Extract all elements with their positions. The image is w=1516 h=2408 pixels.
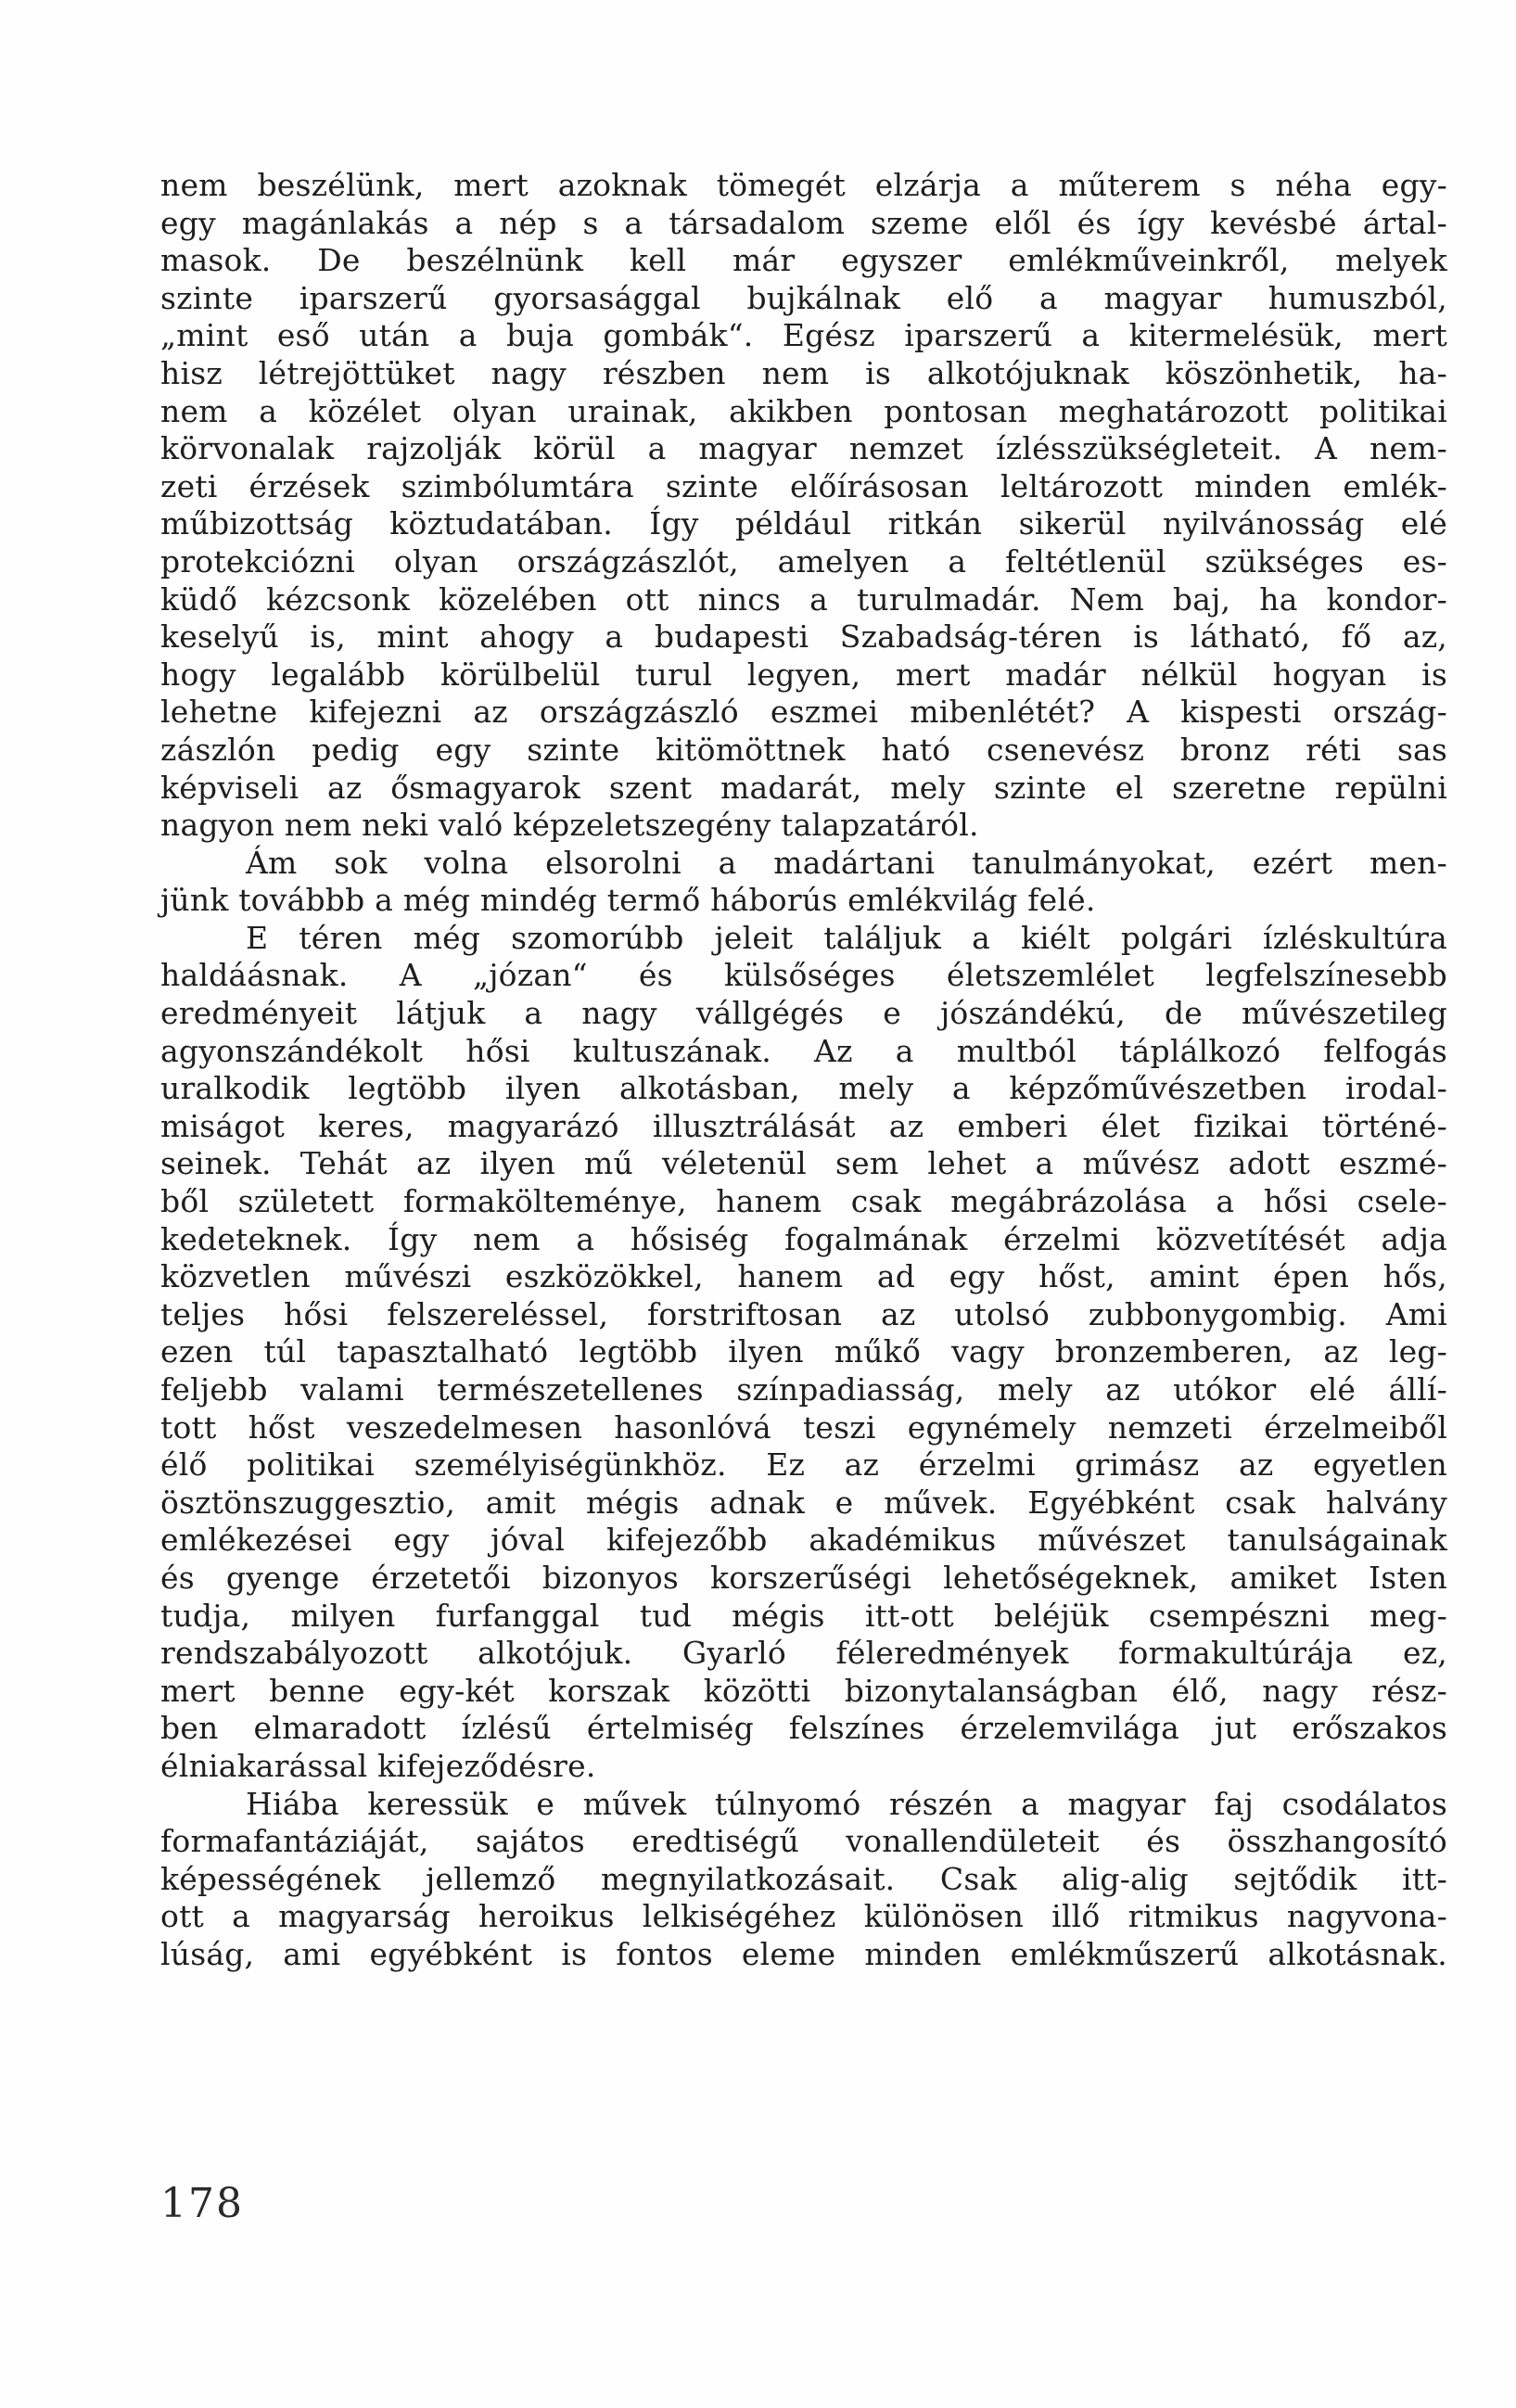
text-line: teljes hősi felszereléssel, forstriftosan az utolsó zubbonygombig. Ami: [160, 1295, 1447, 1332]
text-line: élniakarással kifejeződésre.: [160, 1747, 596, 1784]
text-line: küdő kézcsonk közelében ott nincs a turulmadár. Nem baj, ha kondor-: [160, 580, 1447, 618]
text-line: seinek. Tehát az ilyen mű véletenül sem lehet a művész adott eszmé-: [160, 1145, 1447, 1182]
text-line: nem beszélünk, mert azoknak tömegét elzárja a műterem s néha egy-: [160, 167, 1447, 203]
text-line: nagyon nem neki való képzeletszegény talapzatáról.: [160, 807, 979, 844]
text-line: ösztönszuggesztio, amit mégis adnak e művek. Egyébként csak halvány: [160, 1484, 1447, 1521]
text-line: Hiába keressük e művek túlnyomó részén a magyar faj csodálatos: [246, 1785, 1447, 1822]
text-line: agyonszándékolt hősi kultuszának. Az a multból táplálkozó felfogás: [160, 1032, 1447, 1069]
text-line: nem a közélet olyan urainak, akikben pontosan meghatározott politikai: [160, 392, 1447, 429]
text-line: képességének jellemző megnyilatkozásait. Csak alig-alig sejtődik itt-: [160, 1860, 1447, 1897]
text-line: feljebb valami természetellenes színpadiasság, mely az utókor elé állí-: [160, 1371, 1447, 1408]
text-line: egy magánlakás a nép s a társadalom szeme elől és így kevésbé ártal-: [160, 204, 1447, 241]
text-line: E téren még szomorúbb jeleit találjuk a kiélt polgári ízléskultúra: [246, 919, 1447, 956]
text-line: kedeteknek. Így nem a hősiség fogalmának érzelmi közvetítését adja: [160, 1220, 1447, 1257]
text-line: protekciózni olyan országzászlót, amelyen a feltétlenül szükséges es-: [160, 542, 1447, 580]
text-line: lúság, ami egyébként is fontos eleme minden emlékműszerű alkotásnak.: [160, 1935, 1447, 1972]
text-line: miságot keres, magyarázó illusztrálását az emberi élet fizikai történé-: [160, 1107, 1447, 1144]
text-line: műbizottság köztudatában. Így például ritkán sikerül nyilvánosság elé: [160, 505, 1447, 542]
text-line: formafantáziáját, sajátos eredtiségű vonallendületeit és összhangosító: [160, 1823, 1447, 1860]
text-line: ben elmaradott ízlésű értelmiség felszínes érzelemvilága jut erőszakos: [160, 1710, 1447, 1747]
text-line: keselyű is, mint ahogy a budapesti Szabadság-téren is látható, fő az,: [160, 618, 1447, 656]
text-line: hisz létrejöttüket nagy részben nem is alkotójuknak köszönhetik, ha-: [160, 354, 1447, 391]
text-line: élő politikai személyiségünkhöz. Ez az érzelmi grimász az egyetlen: [160, 1446, 1447, 1484]
text-line: és gyenge érzetetői bizonyos korszerűségi lehetőségeknek, amiket Isten: [160, 1559, 1447, 1596]
text-line: Ám sok volna elsorolni a madártani tanulmányokat, ezért men-: [246, 844, 1447, 881]
text-line: masok. De beszélnünk kell már egyszer emlékműveinkről, melyek: [160, 242, 1447, 279]
text-line: emlékezései egy jóval kifejezőbb akadémikus művészet tanulságainak: [160, 1522, 1447, 1559]
text-line: körvonalak rajzolják körül a magyar nemzet ízlésszükségleteit. A nem-: [160, 430, 1447, 467]
text-line: közvetlen művészi eszközökkel, hanem ad egy hőst, amint épen hős,: [160, 1258, 1447, 1295]
text-line: eredményeit látjuk a nagy vállgégés e jószándékú, de művészetileg: [160, 995, 1447, 1032]
text-line: uralkodik legtöbb ilyen alkotásban, mely a képzőművészetben irodal-: [160, 1070, 1447, 1107]
text-line: tott hőst veszedelmesen hasonlóvá teszi egynémely nemzeti érzelmeiből: [160, 1408, 1447, 1446]
text-line: ott a magyarság heroikus lelkiségéhez különösen illő ritmikus nagyvona-: [160, 1898, 1447, 1935]
text-line: „mint eső után a buja gombák“. Egész iparszerű a kitermelésük, mert: [160, 317, 1447, 354]
text-line: zászlón pedig egy szinte kitömöttnek ható csenevész bronz réti sas: [160, 731, 1447, 768]
text-line: haldáásnak. A „józan“ és külsőséges életszemlélet legfelszínesebb: [160, 957, 1447, 994]
text-line: ezen túl tapasztalható legtöbb ilyen műkő vagy bronzemberen, az leg-: [160, 1333, 1447, 1370]
text-line: hogy legalább körülbelül turul legyen, mert madár nélkül hogyan is: [160, 656, 1447, 693]
text-line: képviseli az ősmagyarok szent madarát, mely szinte el szeretne repülni: [160, 769, 1447, 806]
text-line: ből született formakölteménye, hanem csak megábrázolása a hősi csele-: [160, 1183, 1447, 1220]
text-line: tudja, milyen furfanggal tud mégis itt-ott beléjük csempészni meg-: [160, 1597, 1447, 1634]
text-line: lehetne kifejezni az országzászló eszmei mibenlétét? A kispesti ország-: [160, 694, 1447, 731]
text-line: jünk továbbb a még mindég termő háborús emlékvilág felé.: [160, 882, 1096, 919]
text-line: szinte iparszerű gyorsasággal bujkálnak elő a magyar humuszból,: [160, 279, 1447, 316]
text-line: zeti érzések szimbólumtára szinte előírásosan leltározott minden emlék-: [160, 467, 1447, 504]
page-number: 178: [160, 2180, 244, 2227]
body-text: [160, 167, 1447, 1974]
text-line: rendszabályozott alkotójuk. Gyarló féleredmények formakultúrája ez,: [160, 1635, 1447, 1672]
text-line: mert benne egy-két korszak közötti bizonytalanságban élő, nagy rész-: [160, 1672, 1447, 1709]
